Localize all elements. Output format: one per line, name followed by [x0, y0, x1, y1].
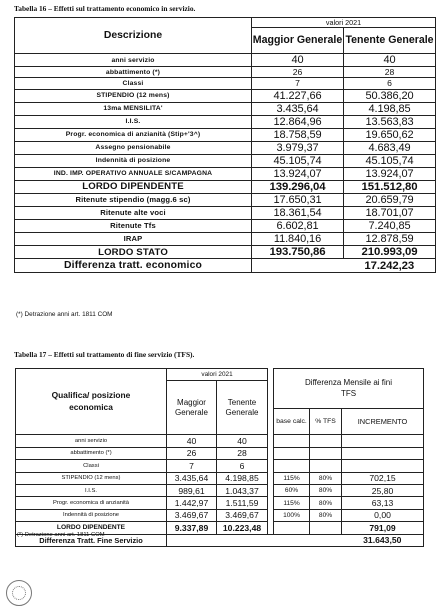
table16-row-label: LORDO DIPENDENTE [15, 180, 252, 193]
table17-row-value-col1: 1.442,97 [167, 497, 217, 509]
table17-row [16, 447, 424, 459]
table17-row-value-col1: 3.469,67 [167, 509, 217, 521]
table16-row-value-col2: 13.563,83 [344, 115, 436, 128]
table16-row-label: STIPENDIO (12 mens) [15, 89, 252, 102]
table16-row-label: IND. IMP. OPERATIVO ANNUALE S/CAMPAGNA [15, 167, 252, 180]
table17-row-label: LORDO DIPENDENTE [16, 522, 167, 534]
table17-diff-label: Differenza Tratt. Fine Servizio [16, 534, 167, 546]
table16-row-value-col2: 50.386,20 [344, 89, 436, 102]
table17-row-value-col1: 7 [167, 460, 217, 472]
table17-header-qual: Qualifica/ posizione economica [16, 369, 167, 435]
table16-row-value-col2: 210.993,09 [344, 245, 436, 258]
table16-row-value-col1: 26 [252, 67, 344, 78]
table16-header-desc: Descrizione [15, 18, 252, 54]
table17-row-label: abbattimento (*) [16, 447, 167, 459]
table17-header-tfs: % TFS [310, 409, 342, 435]
table16-row-label: abbattimento (*) [15, 67, 252, 78]
table16-row-label: Ritenute stipendio (magg.6 sc) [15, 193, 252, 206]
table16-row-value-col2: 18.701,07 [344, 206, 436, 219]
table16-row-value-col1: 7 [252, 78, 344, 89]
table16-row [15, 154, 436, 167]
table16-row [15, 102, 436, 115]
table17-row-value-col1: 40 [167, 435, 217, 447]
table17-header-group: valori 2021 [167, 369, 268, 381]
table17-diff-value: 31.643,50 [342, 534, 424, 546]
table17-row-value-col2: 1.043,37 [217, 484, 268, 496]
table17-row-incr: 63,13 [342, 497, 424, 509]
table17-row-value-col1: 3.435,64 [167, 472, 217, 484]
table17-header-base: base calc. [274, 409, 310, 435]
table17-row-value-col2: 6 [217, 460, 268, 472]
table16-row [15, 115, 436, 128]
table17-row-incr: 791,09 [342, 522, 424, 534]
table16-row-label: Indennità di posizione [15, 154, 252, 167]
table16-diff-empty [252, 259, 344, 272]
table17-row-base: 100% [274, 509, 310, 521]
table16-row-value-col1: 18.361,54 [252, 206, 344, 219]
table17-row [16, 509, 424, 521]
table17-row-label: STIPENDIO (12 mens) [16, 472, 167, 484]
table16-row-value-col2: 28 [344, 67, 436, 78]
table16-row [15, 141, 436, 154]
table16-row-label: LORDO STATO [15, 245, 252, 258]
table16-row [15, 193, 436, 206]
table16-row-label: Ritenute alte voci [15, 206, 252, 219]
table16-row [15, 180, 436, 193]
table17-row [16, 435, 424, 447]
table16-note: (*) Detrazione anni art. 1811 COM [16, 311, 113, 318]
table16-row-value-col1: 193.750,86 [252, 245, 344, 258]
table17-header-col1: Maggior Generale [167, 381, 217, 435]
table17-note: (*) Detrazione anni art. 1811 COM [17, 532, 105, 538]
table17-row [16, 472, 424, 484]
table17-row-tfs: 80% [310, 484, 342, 496]
table16-row-value-col1: 40 [252, 54, 344, 67]
table16-diff-value: 17.242,23 [344, 259, 436, 272]
table16-row-value-col2: 19.650,62 [344, 128, 436, 141]
table16-diff-row [15, 259, 436, 272]
table16-row [15, 167, 436, 180]
table17-header-diff: Differenza Mensile ai fini TFS [274, 369, 424, 409]
table17-row-incr: 0,00 [342, 509, 424, 521]
table17-row-label: anni servizio [16, 435, 167, 447]
table17-row-tfs [310, 435, 342, 447]
table16-row-value-col2: 13.924,07 [344, 167, 436, 180]
table17-row-tfs: 80% [310, 509, 342, 521]
table16-row-value-col2: 151.512,80 [344, 180, 436, 193]
table17-row-base [274, 460, 310, 472]
table16-row-value-col1: 13.924,07 [252, 167, 344, 180]
table17-row-base: 60% [274, 484, 310, 496]
table16-row [15, 245, 436, 258]
table16-row [15, 219, 436, 232]
table17-row-label: Progr. economica di anzianità [16, 497, 167, 509]
table17-row-base [274, 522, 310, 534]
table17-row-base: 115% [274, 472, 310, 484]
table16-row-value-col1: 3.435,64 [252, 102, 344, 115]
table16-row-value-col1: 11.840,16 [252, 232, 344, 245]
stamp-seal [6, 580, 32, 606]
table17-row-value-col1: 9.337,89 [167, 522, 217, 534]
table16-row [15, 67, 436, 78]
table16-row-value-col2: 4.683,49 [344, 141, 436, 154]
table16-row-value-col2: 20.659,79 [344, 193, 436, 206]
table16-row-value-col1: 18.758,59 [252, 128, 344, 141]
table16-row [15, 232, 436, 245]
table16-row [15, 78, 436, 89]
table16-row-label: Progr. economica di anzianità (Stip+'3^) [15, 128, 252, 141]
table16-row [15, 206, 436, 219]
table17-row [16, 484, 424, 496]
table17-diff-empty [167, 534, 342, 546]
table16-row-value-col2: 4.198,85 [344, 102, 436, 115]
table17-row-incr [342, 460, 424, 472]
table16-row-label: I.I.S. [15, 115, 252, 128]
table16-row-value-col2: 45.105,74 [344, 154, 436, 167]
table17-row-tfs: 80% [310, 472, 342, 484]
table17-row-value-col2: 40 [217, 435, 268, 447]
table17-row-label: I.I.S. [16, 484, 167, 496]
table17-row-value-col2: 28 [217, 447, 268, 459]
table17-header-incr: INCREMENTO [342, 409, 424, 435]
table16-row [15, 89, 436, 102]
table17-row-value-col2: 4.198,85 [217, 472, 268, 484]
table16-diff-label: Differenza tratt. economico [15, 259, 252, 272]
table16-row-label: 13ma MENSILITA' [15, 102, 252, 115]
table16-row-value-col1: 12.864,96 [252, 115, 344, 128]
table17-row-incr [342, 435, 424, 447]
table17-row-value-col1: 26 [167, 447, 217, 459]
table17-row-value-col2: 3.469,67 [217, 509, 268, 521]
table17-row-value-col2: 1.511,59 [217, 497, 268, 509]
table17-row-incr [342, 447, 424, 459]
table17-row-tfs [310, 447, 342, 459]
table17-row-value-col1: 989,61 [167, 484, 217, 496]
table17-row-tfs [310, 522, 342, 534]
table16-row-value-col2: 6 [344, 78, 436, 89]
table17-row [16, 460, 424, 472]
table16-header-col1: Maggior Generale [252, 28, 344, 54]
table16-row-label: Assegno pensionabile [15, 141, 252, 154]
table17-row-tfs [310, 460, 342, 472]
table17-header-col2: Tenente Generale [217, 381, 268, 435]
table17-row-base [274, 447, 310, 459]
table17 [15, 368, 424, 547]
table16-row-label: anni servizio [15, 54, 252, 67]
table17-row-tfs: 80% [310, 497, 342, 509]
table16-row-value-col1: 41.227,66 [252, 89, 344, 102]
table16-row-label: Ritenute Tfs [15, 219, 252, 232]
table17-row-incr: 702,15 [342, 472, 424, 484]
table17-row-base [274, 435, 310, 447]
table16-row-value-col1: 139.296,04 [252, 180, 344, 193]
table17-row-value-col2: 10.223,48 [217, 522, 268, 534]
table17-row-label: Classi [16, 460, 167, 472]
table16-row-value-col2: 40 [344, 54, 436, 67]
table16-row-value-col2: 12.878,59 [344, 232, 436, 245]
table17-row-base: 115% [274, 497, 310, 509]
table16-caption: Tabella 16 – Effetti sul trattamento economico in servizio. [14, 4, 196, 13]
table16-row-label: IRAP [15, 232, 252, 245]
table16-header-col2: Tenente Generale [344, 28, 436, 54]
table16-row-label: Classi [15, 78, 252, 89]
table17-caption: Tabella 17 – Effetti sul trattamento di fine servizio (TFS). [14, 350, 195, 359]
table16-row [15, 54, 436, 67]
table16-row-value-col1: 3.979,37 [252, 141, 344, 154]
table16-row-value-col1: 45.105,74 [252, 154, 344, 167]
table17-row-incr: 25,80 [342, 484, 424, 496]
table16-row-value-col1: 17.650,31 [252, 193, 344, 206]
table16-row [15, 128, 436, 141]
table16-header-group: valori 2021 [252, 18, 436, 28]
table17-row [16, 497, 424, 509]
table16 [14, 17, 436, 273]
table16-row-value-col1: 6.602,81 [252, 219, 344, 232]
table16-row-value-col2: 7.240,85 [344, 219, 436, 232]
table17-row-label: Indennità di posizione [16, 509, 167, 521]
